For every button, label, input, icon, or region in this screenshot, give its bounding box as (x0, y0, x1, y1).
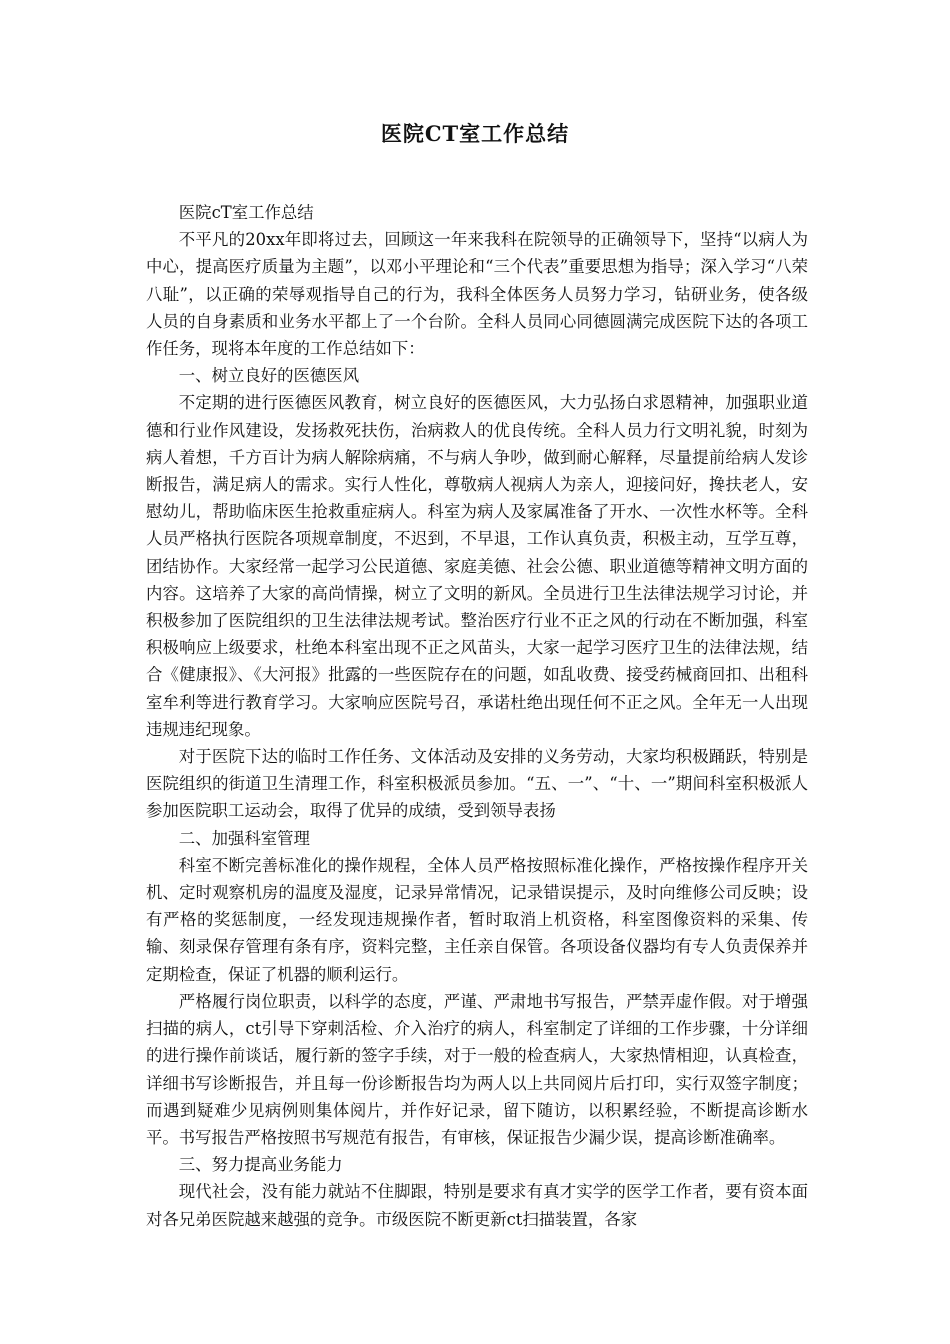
paragraph-tasks: 对于医院下达的临时工作任务、文体活动及安排的义务劳动，大家均积极踊跃，特别是医院组织的街道卫生清理工作，科室积极派员参加。“五、一”、“十、一”期间科室积极派人参加医院职工运动会，取得了优异的成绩，受到领导表扬 (146, 747, 808, 821)
paragraph-duties: 严格履行岗位职责，以科学的态度，严谨、严肃地书写报告，严禁弄虚作假。对于增强扫描的病人，ct引导下穿刺活检、介入治疗的病人，科室制定了详细的工作步骤，十分详细的进行操作前谈话，履行新的签字手续，对于一般的检查病人，大家热情相迎，认真检查，详细书写诊断报告，并且每一份诊断报告均为两人以上共同阅片后打印，实行双签字制度；而遇到疑难少见病例则集体阅片，并作好记录，留下随访，以积累经验，不断提高诊断水平。书写报告严格按照书写规范有报告，有审核，保证报告少漏少误，提高诊断准确率。 (146, 991, 808, 1147)
document-subtitle: 医院cT室工作总结 (178, 203, 314, 222)
paragraph-management: 科室不断完善标准化的操作规程，全体人员严格按照标准化操作，严格按操作程序开关机、定时观察机房的温度及湿度，记录异常情况，记录错误提示，及时向维修公司反映；设有严格的奖惩制度，一经发现违规操作者，暂时取消上机资格，科室图像资料的采集、传输、刻录保存管理有条有序，资料完整，主任亲自保管。各项设备仪器均有专人负责保养并定期检查，保证了机器的顺利运行。 (146, 855, 808, 984)
paragraph-ability: 现代社会，没有能力就站不住脚跟，特别是要求有真才实学的医学工作者，要有资本面对各兄弟医院越来越强的竞争。市级医院不断更新ct扫描装置，各家 (146, 1182, 808, 1229)
document-title: 医院CT室工作总结 (380, 121, 570, 146)
section-heading-1: 一、树立良好的医德医风 (178, 366, 360, 386)
paragraph-ethics: 不定期的进行医德医风教育，树立良好的医德医风，大力弘扬白求恩精神，加强职业道德和行业作风建设，发扬救死扶伤，治病救人的优良传统。全科人员力行文明礼貌，时刻为病人着想，千方百计为病人解除病痛，不与病人争吵，做到耐心解释，尽量提前给病人发诊断报告，满足病人的需求。实行人性化，尊敬病人视病人为亲人，迎接问好，搀扶老人，安慰幼儿，帮助临床医生抢救重症病人。科室为病人及家属准备了开水、一次性水杯等。全科人员严格执行医院各项规章制度，不迟到，不早退，工作认真负责，积极主动，互学互尊，团结协作。大家经常一起学习公民道德、家庭美德、社会公德、职业道德等精神文明方面的内容。这培养了大家的高尚情操，树立了文明的新风。全员进行卫生法律法规学习讨论，并积极参加了医院组织的卫生法律法规考试。整治医疗行业不正之风的行动在不断加强，科室积极响应上级要求，杜绝本科室出现不正之风苗头，大家一起学习医疗卫生的法律法规，结合《健康报》、《大河报》批露的一些医院存在的问题，如乱收费、接受药械商回扣、出租科室牟利等进行教育学习。大家响应医院号召，承诺杜绝出现任何不正之风。全年无一人出现违规违纪现象。 (146, 393, 808, 739)
paragraph-intro: 不平凡的20xx年即将过去，回顾这一年来我科在院领导的正确领导下，坚持“以病人为中心，提高医疗质量为主题”，以邓小平理论和“三个代表”重要思想为指导；深入学习“八荣八耻”，以正确的荣辱观指导自己的行为，我科全体医务人员努力学习，钻研业务，使各级人员的自身素质和业务水平都上了一个台阶。全科人员同心同德圆满完成医院下达的各项工作任务，现将本年度的工作总结如下： (146, 230, 808, 359)
section-heading-2: 二、加强科室管理 (178, 828, 310, 848)
section-heading-3: 三、努力提高业务能力 (178, 1155, 343, 1175)
document-body (146, 199, 808, 1233)
